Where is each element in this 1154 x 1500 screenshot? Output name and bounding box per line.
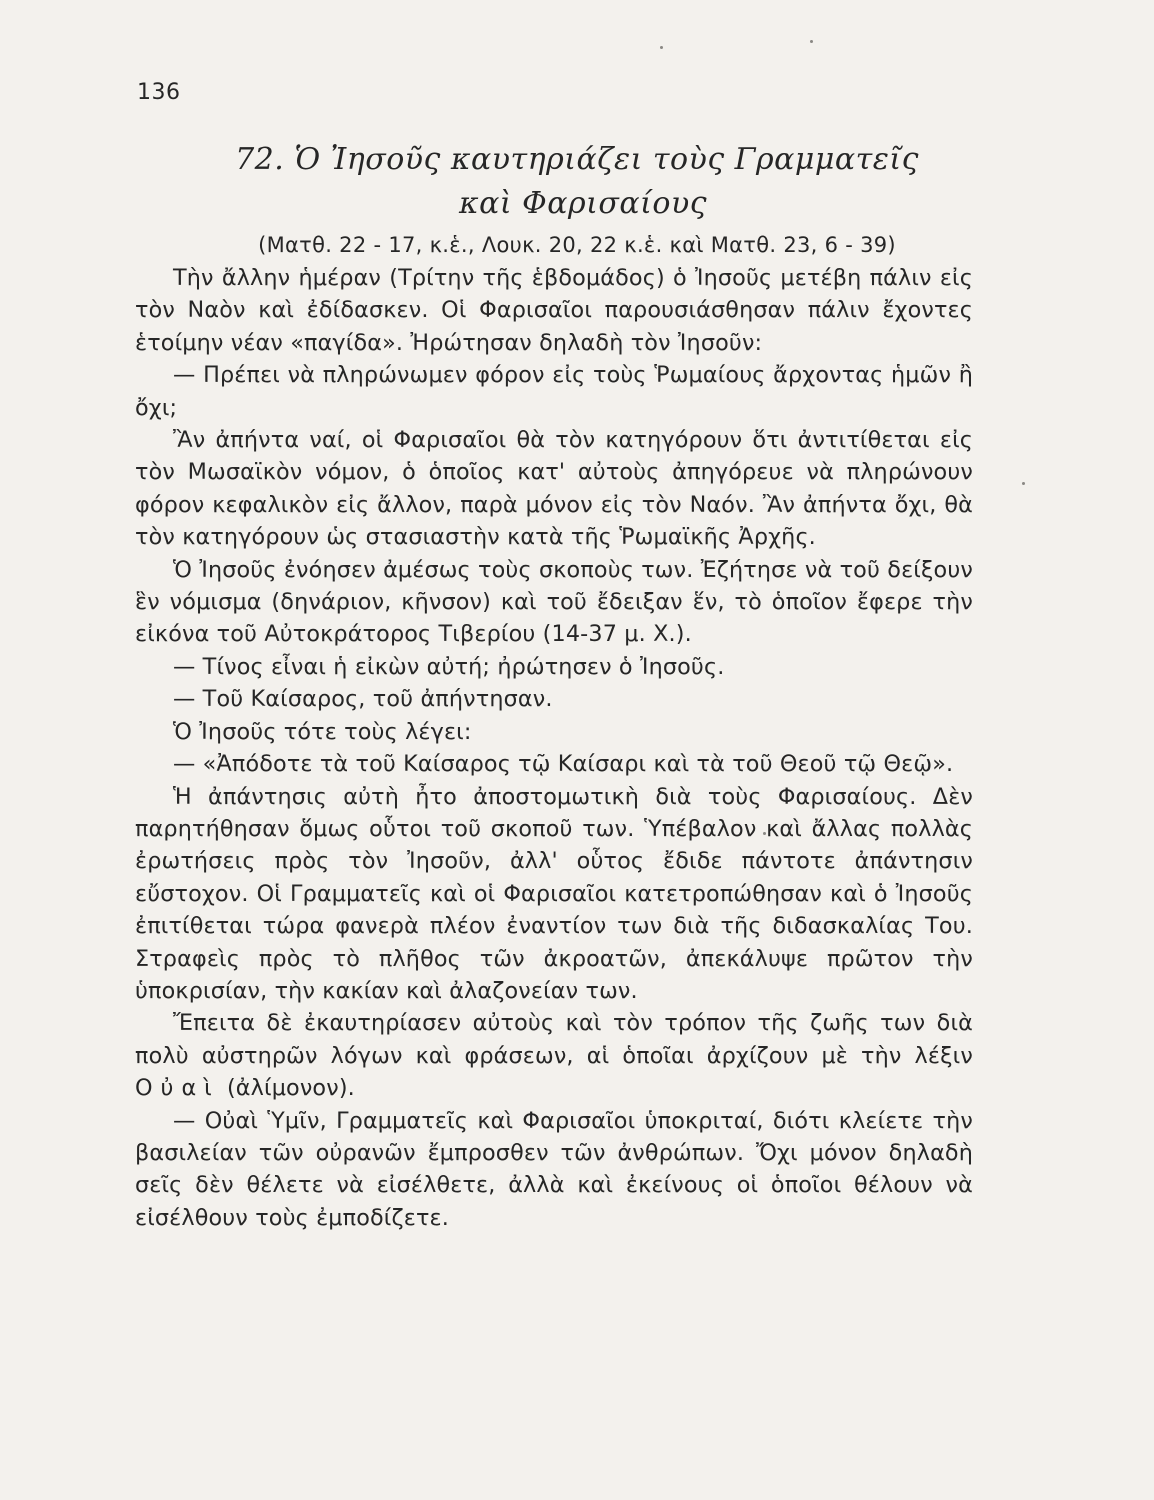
spaced-emphasis-word: Οὐαὶ xyxy=(135,1075,220,1102)
page-number: 136 xyxy=(137,80,181,105)
paragraph-with-emphasis xyxy=(135,1007,973,1104)
paper-speck xyxy=(660,46,663,49)
paragraph-text: Ἔπειτα δὲ ἐκαυτηρίασεν αὐτοὺς καὶ τὸν τρόπον τῆς ζωῆς των διὰ πολὺ αὐστηρῶν λόγων καὶ φράσεων, αἱ ὁποῖαι ἀρχίζουν μὲ τὴν λέξιν xyxy=(135,1010,973,1069)
dialogue-line: — Τίνος εἶναι ἡ εἰκὼν αὐτή; ἠρώτησεν ὁ Ἰησοῦς. xyxy=(173,653,725,680)
paragraph: Ὁ Ἰησοῦς τότε τοὺς λέγει: xyxy=(173,718,472,745)
dialogue-line: — Οὐαὶ Ὑμῖν, Γραμματεῖς καὶ Φαρισαῖοι ὑποκριταί, διότι κλείετε τὴν βασιλείαν τῶν οὐρανῶν ἔμπροσθεν τῶν ἀνθρώπων. Ὄχι μόνον δηλαδὴ σεῖς δὲν θέλετε νὰ εἰσέλθετε, ἀλλὰ καὶ ἐκείνους οἱ ὁποῖοι θέλουν νὰ εἰσέλθουν τοὺς ἐμποδίζετε. xyxy=(135,1107,973,1231)
chapter-title-line-2: καὶ Φαρισαίους xyxy=(458,186,708,221)
chapter-title-line-1: 72. Ὁ Ἰησοῦς καυτηριάζει τοὺς Γραμματεῖς xyxy=(235,142,919,177)
quotation: — «Ἀπόδοτε τὰ τοῦ Καίσαρος τῷ Καίσαρι καὶ τὰ τοῦ Θεοῦ τῷ Θεῷ». xyxy=(173,751,954,778)
chapter-heading xyxy=(0,138,1154,262)
scripture-reference: (Ματθ. 22 - 17, κ.ἑ., Λουκ. 20, 22 κ.ἑ. καὶ Ματθ. 23, 6 - 39) xyxy=(258,233,896,257)
paragraph: Τὴν ἄλλην ἡμέραν (Τρίτην τῆς ἑβδομάδος) ὁ Ἰησοῦς μετέβη πάλιν εἰς τὸν Ναὸν καὶ ἐδίδασκεν. Οἱ Φαρισαῖοι παρουσιάσθησαν πάλιν ἔχοντες ἑτοίμην νέαν «παγίδα». Ἠρώτησαν δηλαδὴ τὸν Ἰησοῦν: xyxy=(135,265,973,356)
dialogue-line: — Πρέπει νὰ πληρώνωμεν φόρον εἰς τοὺς Ῥωμαίους ἄρχοντας ἡμῶν ἢ ὄχι; xyxy=(135,362,973,421)
paper-speck xyxy=(810,40,813,43)
paper-speck xyxy=(1022,482,1025,485)
chapter-body xyxy=(135,262,973,1234)
emphasis-gloss: (ἀλίμονον). xyxy=(226,1075,355,1102)
dialogue-line: — Τοῦ Καίσαρος, τοῦ ἀπήντησαν. xyxy=(173,686,553,713)
paragraph: Ὁ Ἰησοῦς ἐνόησεν ἀμέσως τοὺς σκοποὺς των. Ἐζήτησε νὰ τοῦ δείξουν ἓν νόμισμα (δηνάριον, κῆνσον) καὶ τοῦ ἔδειξαν ἕν, τὸ ὁποῖον ἔφερε τὴν εἰκόνα τοῦ Αὐτοκράτορος Τιβερίου (14-37 μ. Χ.). xyxy=(135,556,973,648)
paragraph: Ἡ ἀπάντησις αὐτὴ ἦτο ἀποστομωτικὴ διὰ τοὺς Φαρισαίους. Δὲν παρητήθησαν ὅμως οὗτοι τοῦ σκοποῦ των. Ὑπέβαλον καὶ ἄλλας πολλὰς ἐρωτήσεις πρὸς τὸν Ἰησοῦν, ἀλλ' οὗτος ἔδιδε πάντοτε ἀπάντησιν εὔστοχον. Οἱ Γραμματεῖς καὶ οἱ Φαρισαῖοι κατετροπώθησαν καὶ ὁ Ἰησοῦς ἐπιτίθεται τώρα φανερὰ πλέον ἐναντίον των διὰ τῆς διδασκαλίας Του. Στραφεὶς πρὸς τὸ πλῆθος τῶν ἀκροατῶν, ἀπεκάλυψε πρῶτον τὴν ὑποκρισίαν, τὴν κακίαν καὶ ἀλαζονείαν των. xyxy=(135,783,973,1004)
paragraph: Ἂν ἀπήντα ναί, οἱ Φαρισαῖοι θὰ τὸν κατηγόρουν ὅτι ἀντιτίθεται εἰς τὸν Μωσαϊκὸν νόμον, ὁ ὁποῖος κατ' αὐτοὺς ἀπηγόρευε νὰ πληρώνουν φόρον κεφαλικὸν εἰς ἄλλον, παρὰ μόνον εἰς τὸν Ναόν. Ἂν ἀπήντα ὄχι, θὰ τὸν κατηγόρουν ὡς στασιαστὴν κατὰ τῆς Ῥωμαϊκῆς Ἀρχῆς. xyxy=(135,427,973,551)
